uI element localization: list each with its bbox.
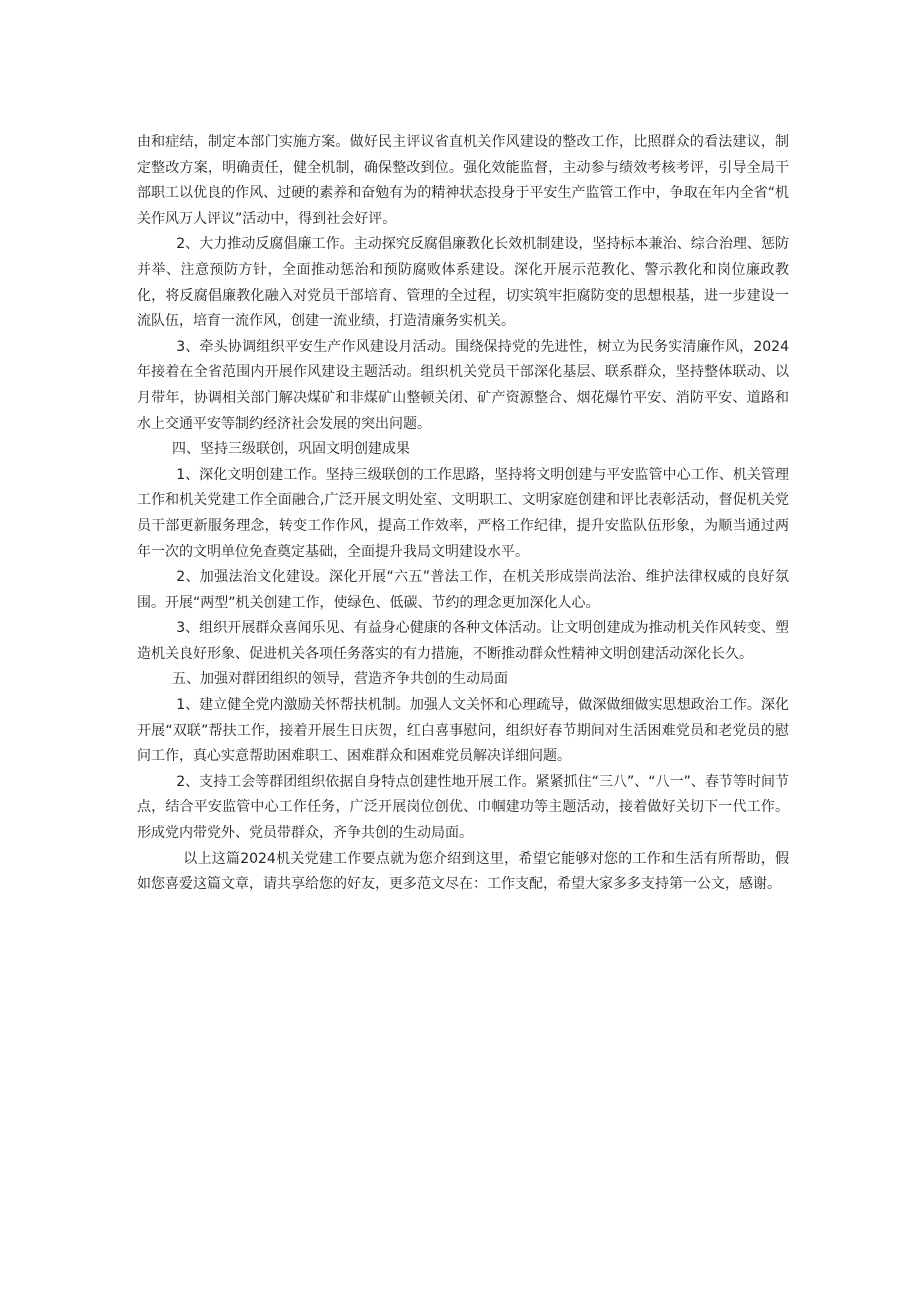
section-heading: 五、加强对群团组织的领导，营造齐争共创的生动局面 [172, 671, 508, 688]
document-page [137, 130, 789, 898]
paragraph-item: 3、组织开展群众喜闻乐见、有益身心健康的各种文体活动。让文明创建成为推动机关作风转变、塑造机关良好形象、促进机关各项任务落实的有力措施，不断推动群众性精神文明创建活动深化长久。 [137, 620, 789, 662]
paragraph-continuation: 由和症结，制定本部门实施方案。做好民主评议省直机关作风建设的整改工作，比照群众的看法建议，制定整改方案，明确责任，健全机制，确保整改到位。强化效能监督，主动参与绩效考核考评，引导全局干部职工以优良的作风、过硬的素养和奋勉有为的精神状态投身于平安生产监管工作中，争取在年内全省“机关作风万人评议”活动中，得到社会好评。 [137, 134, 789, 227]
paragraph-item: 1、深化文明创建工作。坚持三级联创的工作思路，坚持将文明创建与平安监管中心工作、机关管理工作和机关党建工作全面融合,广泛开展文明处室、文明职工、文明家庭创建和评比表彰活动，督促机关党员干部更新服务理念，转变工作作风，提高工作效率，严格工作纪律，提升安监队伍形象，为顺当通过两年一次的文明单位免查奠定基础，全面提升我局文明建设水平。 [137, 466, 789, 560]
closing-paragraph: 以上这篇2024机关党建工作要点就为您介绍到这里，希望它能够对您的工作和生活有所帮助，假如您喜爱这篇文章，请共享给您的好友，更多范文尽在：工作支配，希望大家多多支持第一公文，感谢。 [137, 850, 789, 893]
paragraph-item: 1、建立健全党内激励关怀帮扶机制。加强人文关怀和心理疏导，做深做细做实思想政治工作。深化开展“双联”帮扶工作，接着开展生日庆贺，红白喜事慰问，组织好春节期间对生活困难党员和老党员的慰问工作，真心实意帮助困难职工、困难群众和困难党员解决详细问题。 [137, 697, 789, 765]
paragraph-item: 2、支持工会等群团组织依据自身特点创建性地开展工作。紧紧抓住“三八”、“八一”、春节等时间节点，结合平安监管中心工作任务，广泛开展岗位创优、巾帼建功等主题活动，接着做好关切下一代工作。形成党内带党外、党员带群众，齐争共创的生动局面。 [137, 773, 789, 842]
paragraph-item: 2、大力推动反腐倡廉工作。主动探究反腐倡廉教化长效机制建设，坚持标本兼治、综合治理、惩防并举、注意预防方针，全面推动惩治和预防腐败体系建设。深化开展示范教化、警示教化和岗位廉政教化，将反腐倡廉教化融入对党员干部培育、管理的全过程，切实筑牢拒腐防变的思想根基，进一步建设一流队伍，培育一流作风，创建一流业绩，打造清廉务实机关。 [137, 236, 789, 330]
paragraph-item: 2、加强法治文化建设。深化开展“六五”普法工作，在机关形成崇尚法治、维护法律权威的良好氛围。开展“两型”机关创建工作，使绿色、低碳、节约的理念更加深化人心。 [137, 569, 789, 611]
paragraph-item: 3、牵头协调组织平安生产作风建设月活动。围绕保持党的先进性，树立为民务实清廉作风，2024年接着在全省范围内开展作风建设主题活动。组织机关党员干部深化基层、联系群众，坚持整体联动、以月带年，协调相关部门解决煤矿和非煤矿山整顿关闭、矿产资源整合、烟花爆竹平安、消防平安、道路和水上交通平安等制约经济社会发展的突出问题。 [137, 338, 789, 432]
section-heading: 四、坚持三级联创，巩固文明创建成果 [172, 441, 410, 458]
